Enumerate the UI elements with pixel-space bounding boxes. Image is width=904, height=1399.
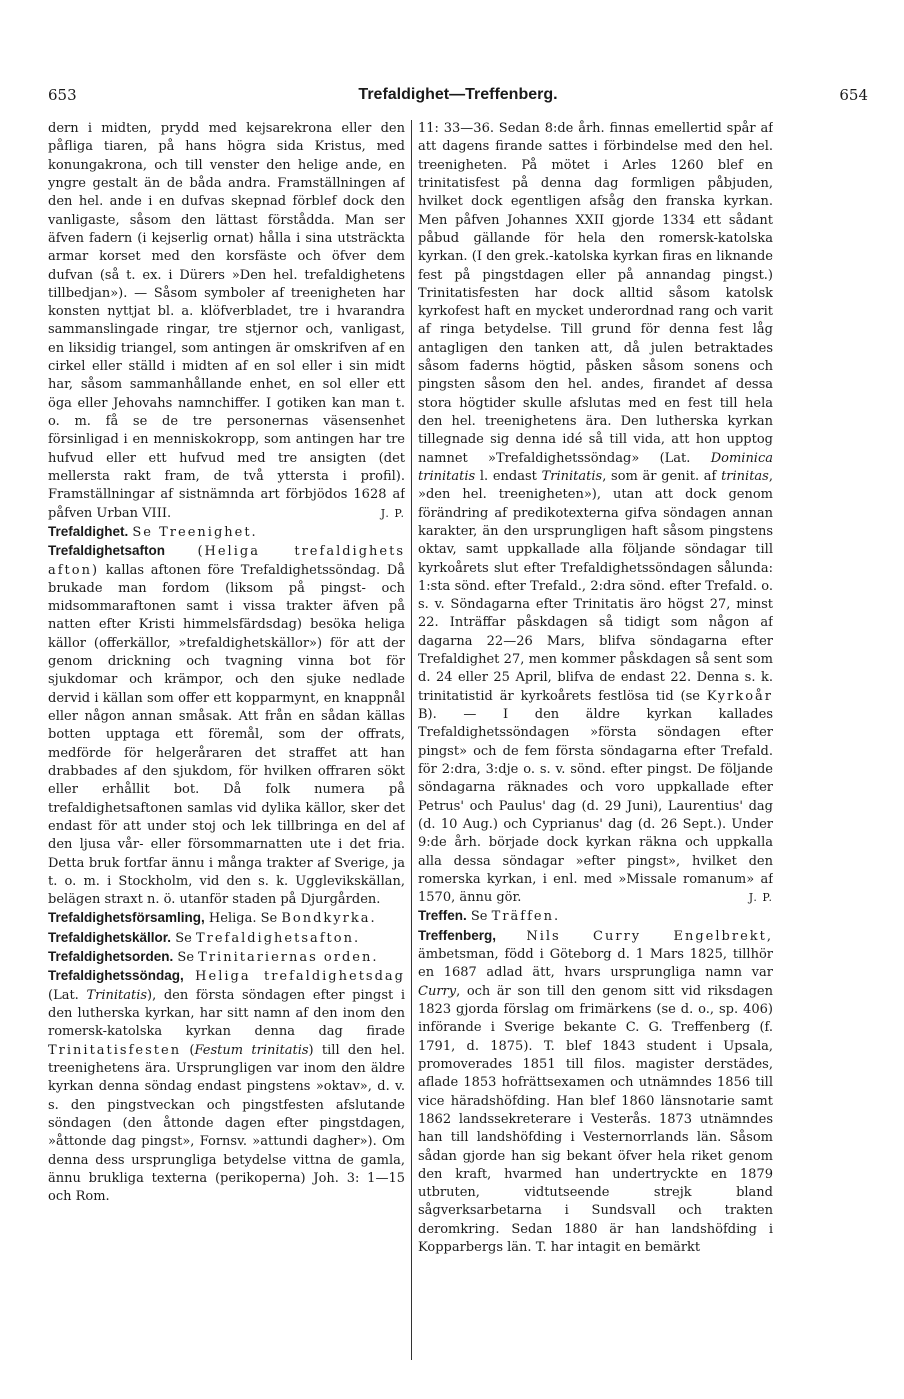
article-continuation [48, 120, 405, 523]
entry-trefaldighetssondag [48, 967, 405, 1206]
cross-reference: Bondkyrka. [281, 911, 377, 927]
right-page-number: 654 [839, 86, 868, 104]
entry-headword: Trefaldighetsförsamling, [48, 910, 205, 926]
cross-reference: Trinitariernas orden. [198, 950, 379, 966]
entry-trefaldighetsorden [48, 948, 405, 967]
entry-headword: Trefaldighet. [48, 523, 129, 539]
entry-text: ( [189, 1042, 195, 1058]
entry-text: Heliga. Se [208, 911, 278, 927]
page-header [48, 86, 868, 116]
spaced-name: (Heliga trefaldighets afton) [48, 544, 405, 578]
entry-text: Se [175, 930, 192, 946]
left-column [48, 120, 405, 1365]
entry-headword: Treffen. [418, 908, 467, 924]
entry-headword: Trefaldighetssöndag, [48, 968, 184, 984]
entry-treffenberg [418, 927, 773, 1258]
spaced-name: Trinitatisfesten [48, 1042, 182, 1058]
cross-reference: Träffen. [491, 909, 561, 925]
spaced-name: Nils Curry Engelbrekt, [526, 928, 773, 944]
cross-reference: Kyrkoår [706, 688, 773, 704]
entry-trefaldighet [48, 523, 405, 542]
italic-term: Dominica trinitatis [418, 450, 773, 484]
paragraph-text: dern i midten, prydd med kejsarekrona eller den påfliga tiaren, på hans högra sida Kristus, med konungakrona, och till venster den helige ande, en yngre gestalt än de båda andra. Framställningen af den hel. ande i en dufvas skepnad förblef dock den vanligaste, såsom den lättast förstådda. Man ser äfven fadern (i kejserlig ornat) hålla i sina utsträckta armar korset med den korsfäste och öfver dem dufvan (så t. ex. i Dürers »Den hel. trefaldighetens tillbedjan»). — Såsom symboler af treenigheten har konsten nyttjat bl. a. klöfverbladet, tre i hvarandra sammanslingade ringar, tre stjernor och, vanligast, en liksidig triangel, som antingen är omskrifven af en cirkel eller ställd i midten af en sol eller i sin midt har, såsom sammanhållande enhet, en sol eller ett öga eller Jehovahs namnchiffer. I gotiken kan man t. o. m. få se de tre personernas väsensenhet försinligad i en menniskokropp, som antingen har tre hufvud eller ett hufvud med tre ansigten (det mellersta rakt fram, de två yttersta i profil). Framställningar af sistnämnda art förbjödos 1628 af påfven Urban VIII. [48, 121, 405, 521]
cross-reference: Se Treenighet. [132, 524, 258, 540]
entry-text: , som är genit. af [602, 468, 717, 484]
entry-headword: Treffenberg, [418, 927, 497, 943]
entry-text: , »den hel. treenigheten»), utan att dock genom förändring af predikotexterna gifva söndagen annan karakter, än den ursprungligen haft såsom pingstens oktav, samt uppkallade alla följande söndagar till kyrkoårets slut efter Trefaldighetssöndagen sålunda: 1:sta sönd. efter Trefald., 2:dra sönd. efter Trefald. o. s. v. Söndagarna efter Trinitatis äro högst 27, minst 22. Inträffar påskdagen så tidigt som någon af dagarna 22—26 Mars, blifva söndagarna efter Trefaldighet 27, men kommer påskdagen så sent som d. 24 eller 25 April, blifva de endast 22. Denna s. k. trinitatistid är kyrkoårets festlösa tid (se [418, 468, 773, 704]
running-title: Trefaldighet—Treffenberg. [358, 86, 558, 103]
entry-headword: Trefaldighetsafton [48, 543, 166, 559]
entry-trefaldighetskallor [48, 929, 405, 948]
italic-term: Festum trinitatis [194, 1042, 309, 1058]
entry-text: (Lat. [48, 987, 79, 1003]
entry-treffen [418, 907, 773, 926]
entry-text: Se [470, 909, 488, 925]
author-signature: J. P. [748, 891, 773, 905]
entry-trefaldighetssondag-continued [418, 120, 773, 907]
entry-text: ), den första söndagen efter pingst i den lutherska kyrkan, har sitt namn af den inom den romersk-katolska kyrkan denna dag firade [48, 987, 405, 1040]
entry-trefaldighetsforsamling [48, 909, 405, 928]
italic-term: Trinitatis [86, 987, 148, 1003]
column-divider [411, 120, 412, 1360]
entry-text: l. endast [479, 468, 537, 484]
entry-headword: Trefaldighetsorden. [48, 949, 174, 965]
author-signature: J. P. [380, 506, 405, 520]
italic-term: Curry [418, 983, 457, 999]
italic-term: Trinitatis [541, 468, 603, 484]
entry-headword: Trefaldighetskällor. [48, 929, 172, 945]
entry-text: Se [177, 950, 195, 966]
entry-text: ämbetsman, född i Göteborg d. 1 Mars 1825, tillhör en 1687 adlad ätt, hvars ursprungliga namn var [418, 947, 773, 981]
entry-trefaldighetsafton [48, 542, 405, 909]
cross-reference: Trefaldighetsafton. [195, 930, 361, 946]
entry-text: 11: 33—36. Sedan 8:de årh. finnas emellertid spår af att dagens firande sattes i förbindelse med den hel. treenigheten. På mötet i Arles 1260 blef en trinitatisfest på denna dag formligen påbjuden, hvilket dock egentligen afsåg den franska kyrkan. Men påfven Johannes XXII gjorde 1334 ett sådant påbud gällande för hela den romersk-katolska kyrkan. (I den grek.-katolska kyrkan firas en liknande fest på pingstdagen eller på annandag pingst.) Trinitatisfesten har dock alltid såsom katolsk kyrkofest haft en mycket underordnad rang och varit af ringa betydelse. Till grund för denna fest låg antagligen den tanken att, då julen betraktades såsom faderns högtid, påsken såsom sonens och pingsten såsom den hel. andes, firandet af dessa stora högtider skulle afslutas med en fest till hela den hel. treenighetens ära. Den lutherska kyrkan tillegnade sig denna idé så till vida, att hon upptog namnet »Trefaldighetssöndag» (Lat. [418, 121, 773, 466]
spaced-name: Heliga trefaldighetsdag [195, 969, 405, 985]
entry-text: B). — I den äldre kyrkan kallades Trefaldighetssöndagen »första söndagen efter pingst» och de fem första söndagarna efter Trefald. för 2:dra, 3:dje o. s. v. sönd. efter pingst. De följande söndagarna räknades och voro uppkallade efter Petrus' och Paulus' dag (d. 29 Juni), Laurentius' dag (d. 10 Aug.) och Cyprianus' dag (d. 26 Sept.). Under 9:de årh. började dock kyrkan räkna och uppkalla alla dessa söndagar »efter pingst», hvilket den romerska kyrkan, i enl. med »Missale romanum» af 1570, ännu gör. [418, 707, 773, 906]
right-column [418, 120, 773, 1365]
entry-text: kallas aftonen före Trefaldighetssöndag. Då brukade man fordom (liksom på pingst- och midsommaraftonen samt i vissa trakter äfven på natten efter Kristi himmelsfärdsdag) besöka heliga källor (offerkällor, »trefaldighetskällor») för att der genom drickning och tvagning vinna bot för sjukdomar och krämpor, och den sjuke nedlade dervid i källan som offer ett kopparmynt, en knappnål eller någon annan småsak. Att från en sådan källas botten upptaga ett föremål, som der offrats, medförde för helgeråraren det straffet att han drabbades af den sjukdom, för hvilken offraren sökt eller erhållit bot. Då folk numera på trefaldighetsaftonen samlas vid dylika källor, sker det endast för att under stoj och lek tillbringa en del af den ljusa vår- eller försommarnatten ute i det fria. Detta bruk fortfar ännu i många trakter af Sverige, ja t. o. m. i Stockholm, vid den s. k. Ugglevikskällan, belägen straxt n. ö. utanför staden på Djurgården. [48, 562, 405, 908]
left-page-number: 653 [48, 86, 77, 104]
entry-text: , och är son till den genom sitt vid riksdagen 1823 gjorda förslag om frimärkens (se d. o., sp. 406) införande i Sverige bekante C. G. Treffenberg (f. 1791, d. 1875). T. blef 1843 student i Upsala, promoverades 1851 till filos. magister derstädes, aflade 1853 hofrättsexamen och utnämndes 1856 till vice häradshöfding. Han blef 1860 länsnotarie samt 1862 landssekreterare i Vesterås. 1873 utnämndes han till landshöfding i Vesternorrlands län. Såsom sådan gjorde han sig bekant öfver hela riket genom den kraft, hvarmed han undertryckte en 1879 utbruten, vidtutseende strejk bland sågverksarbetarna i Sundsvall och trakten deromkring. Sedan 1880 är han landshöfding i Kopparbergs län. T. har intagit en bemärkt [418, 983, 773, 1256]
italic-term: trinitas [721, 468, 769, 484]
entry-text: ) till den hel. treenighetens ära. Ursprungligen var inom den äldre kyrkan denna söndag endast pingstens »oktav», d. v. s. den pingstveckan och pingstfesten afslutande söndagen (den åttonde dagen efter pingstdagen, »åttonde dag pingst», Fornsv. »attundi dagher»). Om denna dess ursprungliga betydelse vittna de gamla, ännu brukliga texterna (perikoperna) Joh. 3: 1—15 och Rom. [48, 1042, 405, 1205]
